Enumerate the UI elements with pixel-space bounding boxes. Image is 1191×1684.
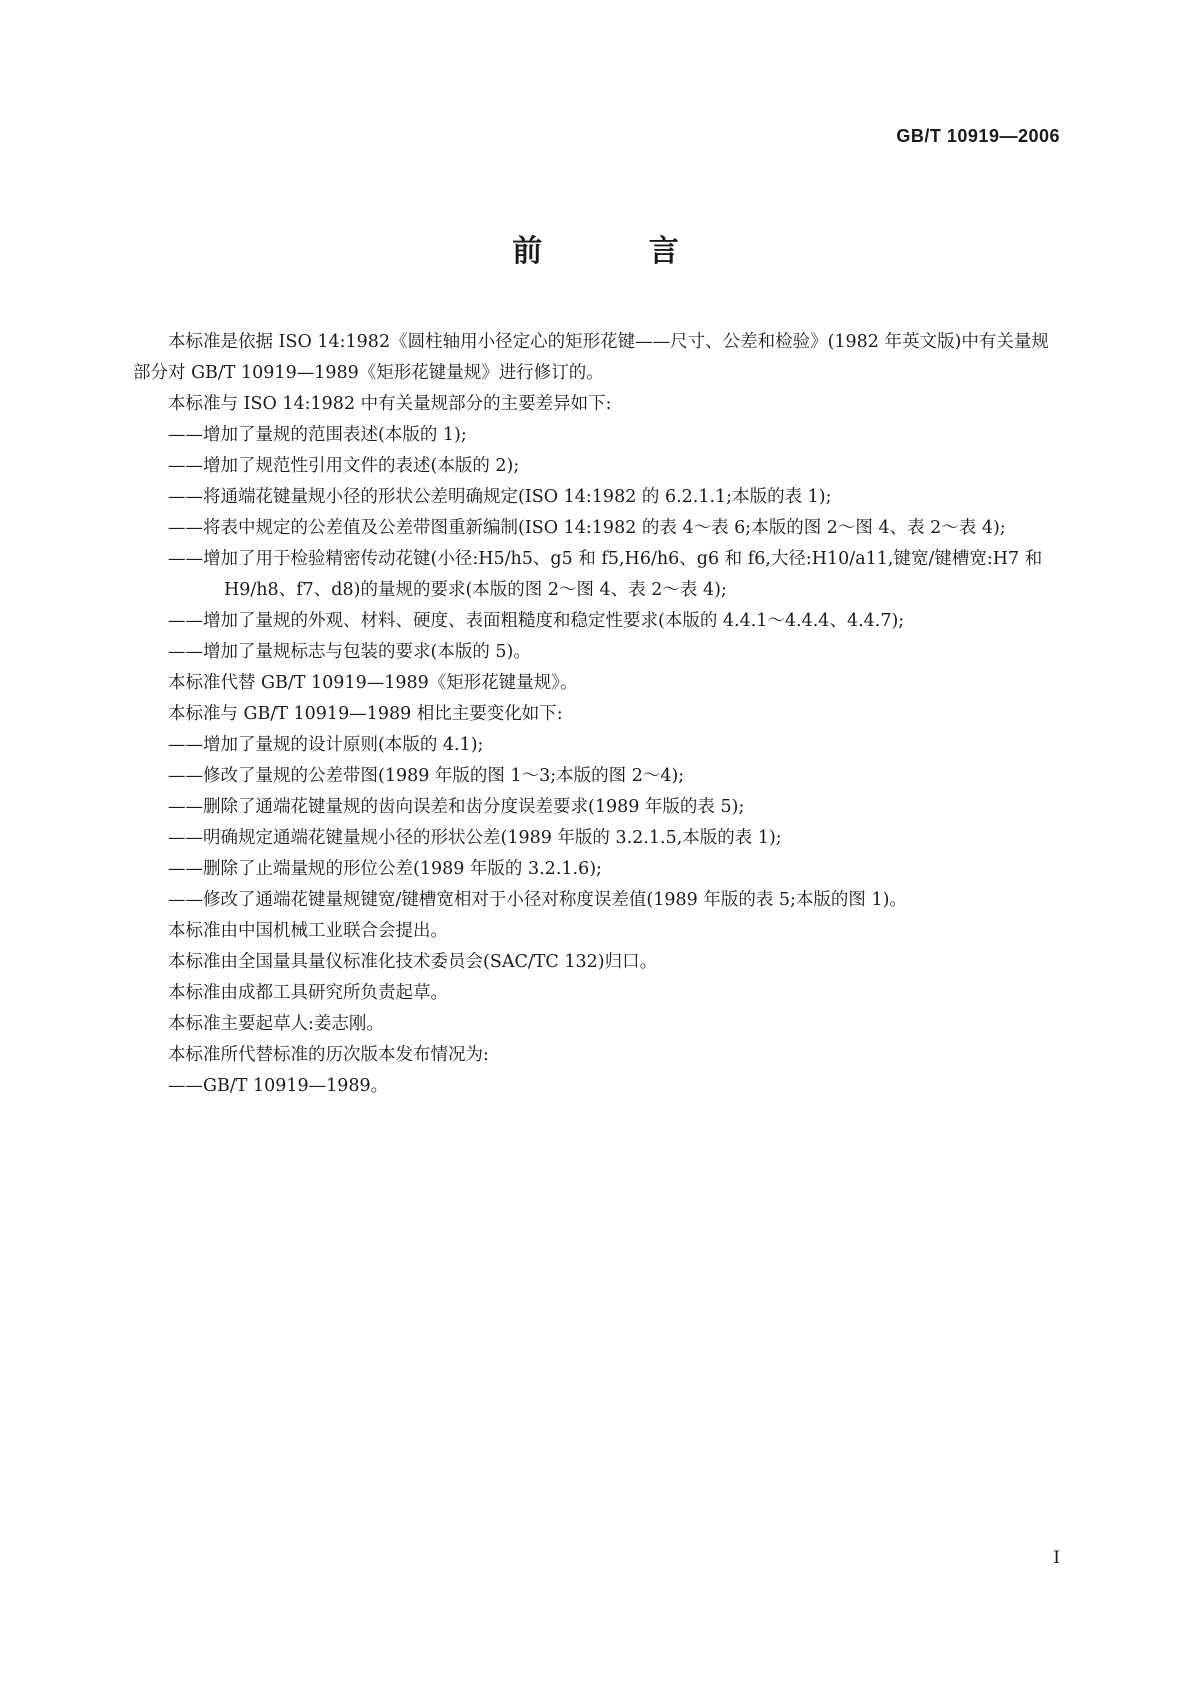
list-item: ——增加了量规的设计原则(本版的 4.1); bbox=[168, 735, 484, 755]
paragraph: 本标准与 GB/T 10919—1989 相比主要变化如下: bbox=[168, 704, 563, 724]
paragraph: 本标准所代替标准的历次版本发布情况为: bbox=[168, 1045, 489, 1065]
document-body bbox=[133, 327, 1063, 1102]
list-item: ——增加了量规标志与包装的要求(本版的 5)。 bbox=[168, 642, 531, 662]
paragraph: 本标准与 ISO 14:1982 中有关量规部分的主要差异如下: bbox=[168, 394, 612, 414]
paragraph: 本标准主要起草人:姜志刚。 bbox=[168, 1014, 384, 1034]
list-item: ——增加了量规的范围表述(本版的 1); bbox=[168, 425, 467, 445]
page-title: 前 言 bbox=[512, 234, 727, 269]
list-item: ——删除了止端量规的形位公差(1989 年版的 3.2.1.6); bbox=[168, 859, 602, 879]
paragraph: 本标准由成都工具研究所负责起草。 bbox=[168, 983, 448, 1003]
paragraph: 本标准由全国量具量仪标准化技术委员会(SAC/TC 132)归口。 bbox=[168, 952, 658, 972]
list-item: ——GB/T 10919—1989。 bbox=[168, 1076, 389, 1096]
list-item: ——修改了通端花键量规键宽/键槽宽相对于小径对称度误差值(1989 年版的表 5;本版的图 1)。 bbox=[168, 890, 907, 910]
list-item: ——增加了用于检验精密传动花键(小径:H5/h5、g5 和 f5,H6/h6、g6 和 f6,大径:H10/a11,键宽/键槽宽:H7 和 H9/h8、f7、d8)的量规的要求(本版的图 2～图 4、表 2～表 4); bbox=[168, 549, 1043, 600]
page-number: I bbox=[1053, 1548, 1060, 1568]
list-item: ——将通端花键量规小径的形状公差明确规定(ISO 14:1982 的 6.2.1.1;本版的表 1); bbox=[168, 487, 832, 507]
list-item: ——增加了量规的外观、材料、硬度、表面粗糙度和稳定性要求(本版的 4.4.1～4.4.4、4.4.7); bbox=[168, 611, 905, 631]
list-item: ——增加了规范性引用文件的表述(本版的 2); bbox=[168, 456, 520, 476]
paragraph: 本标准是依据 ISO 14:1982《圆柱轴用小径定心的矩形花键——尺寸、公差和检验》(1982 年英文版)中有关量规部分对 GB/T 10919—1989《矩形花键量规》进行修订的。 bbox=[133, 332, 1049, 383]
list-item: ——修改了量规的公差带图(1989 年版的图 1～3;本版的图 2～4); bbox=[168, 766, 685, 786]
list-item: ——将表中规定的公差值及公差带图重新编制(ISO 14:1982 的表 4～表 6;本版的图 2～图 4、表 2～表 4); bbox=[168, 518, 1006, 538]
standard-code: GB/T 10919—2006 bbox=[896, 126, 1060, 146]
paragraph: 本标准代替 GB/T 10919—1989《矩形花键量规》。 bbox=[168, 673, 578, 693]
list-item: ——明确规定通端花键量规小径的形状公差(1989 年版的 3.2.1.5,本版的表 1); bbox=[168, 828, 782, 848]
paragraph: 本标准由中国机械工业联合会提出。 bbox=[168, 921, 448, 941]
list-item: ——删除了通端花键量规的齿向误差和齿分度误差要求(1989 年版的表 5); bbox=[168, 797, 745, 817]
